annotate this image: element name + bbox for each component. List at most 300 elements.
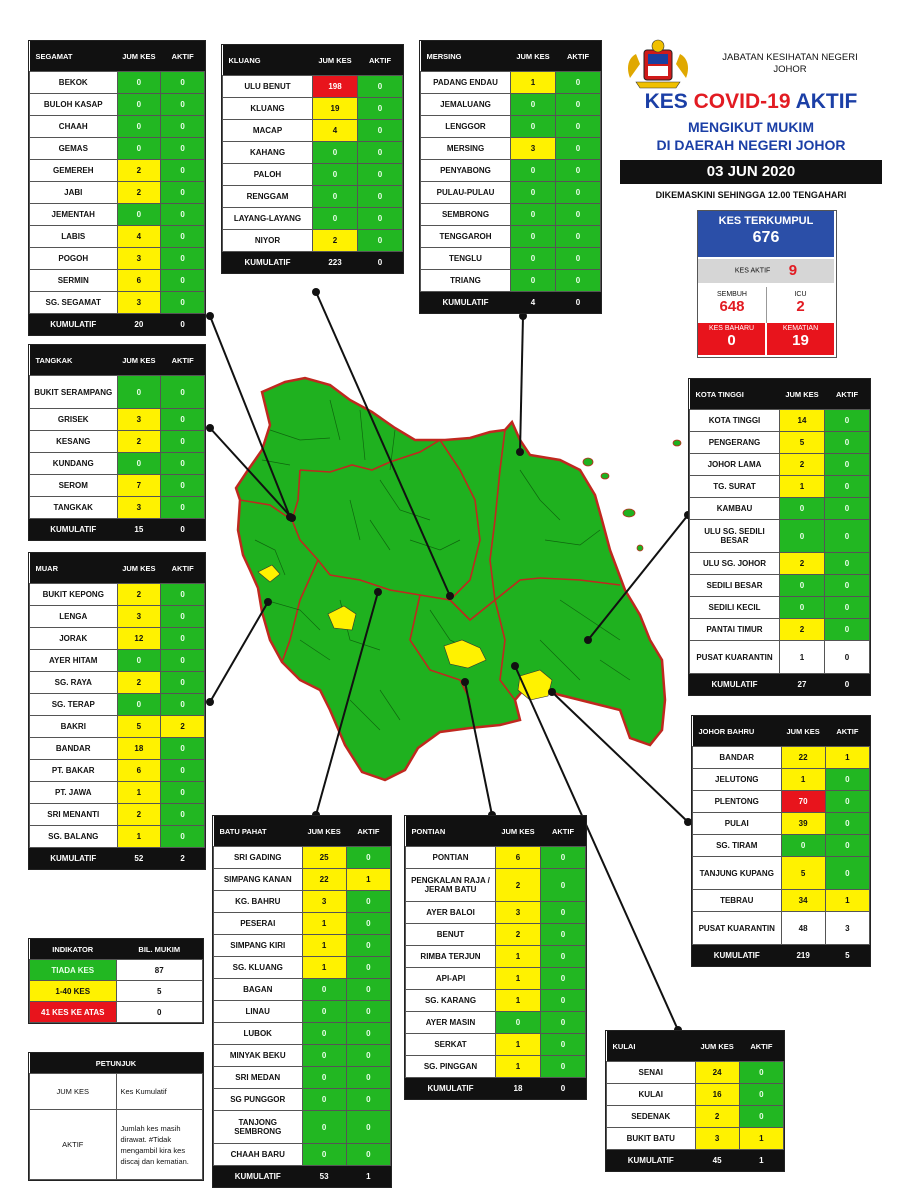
mukim-name: PUSAT KUARANTIN xyxy=(690,641,780,674)
mukim-jum-kes: 2 xyxy=(117,804,161,826)
mukim-name: SG PUNGGOR xyxy=(214,1089,303,1111)
mukim-row xyxy=(30,738,205,760)
mukim-jum-kes: 198 xyxy=(313,76,358,98)
mukim-aktif: 0 xyxy=(556,204,601,226)
mukim-jum-kes: 1 xyxy=(496,946,541,968)
mukim-name: LINAU xyxy=(214,1001,303,1023)
mukim-jum-kes: 12 xyxy=(117,628,161,650)
mukim-jum-kes: 0 xyxy=(511,116,556,138)
mukim-aktif: 1 xyxy=(739,1128,783,1150)
mukim-name: PT. JAWA xyxy=(30,782,118,804)
mukim-row xyxy=(607,1084,784,1106)
mukim-jum-kes: 22 xyxy=(781,747,825,769)
district-table-pontian xyxy=(404,815,587,1100)
mukim-name: ULU SG. JOHOR xyxy=(690,553,780,575)
mukim-jum-kes: 1 xyxy=(780,641,825,674)
mukim-row xyxy=(223,142,403,164)
mukim-jum-kes: 34 xyxy=(781,890,825,912)
total-label: KUMULATIF xyxy=(30,519,118,540)
new-cases-label: KES BAHARU xyxy=(708,325,755,332)
mukim-jum-kes: 0 xyxy=(117,650,161,672)
mukim-jum-kes: 3 xyxy=(117,497,161,519)
mukim-jum-kes: 0 xyxy=(511,270,556,292)
mukim-aktif: 0 xyxy=(346,913,390,935)
mukim-aktif: 0 xyxy=(541,1056,586,1078)
mukim-name: BULOH KASAP xyxy=(30,94,118,116)
mukim-row xyxy=(214,891,391,913)
mukim-row xyxy=(693,890,870,912)
active-cases-value: 9 xyxy=(788,262,798,279)
district-table-segamat xyxy=(28,40,206,336)
total-label: KUMULATIF xyxy=(214,1166,303,1187)
mukim-aktif: 0 xyxy=(541,847,586,869)
mukim-jum-kes: 0 xyxy=(511,160,556,182)
mukim-name: NIYOR xyxy=(223,230,313,252)
mukim-aktif: 0 xyxy=(161,160,205,182)
mukim-aktif: 1 xyxy=(825,890,869,912)
legend-label-red: 41 KES KE ATAS xyxy=(30,1002,117,1023)
district-name-header: KLUANG xyxy=(223,45,313,76)
mukim-aktif: 3 xyxy=(825,912,869,945)
mukim-aktif: 0 xyxy=(161,760,205,782)
mukim-name: KULAI xyxy=(607,1084,696,1106)
aktif-header: AKTIF xyxy=(161,553,205,584)
mukim-name: GRISEK xyxy=(30,409,118,431)
mukim-aktif: 0 xyxy=(556,160,601,182)
mukim-aktif: 0 xyxy=(358,142,403,164)
mukim-jum-kes: 1 xyxy=(511,72,556,94)
total-aktif: 2 xyxy=(161,848,205,869)
mukim-row xyxy=(214,979,391,1001)
mukim-row xyxy=(406,847,586,869)
mukim-name: MINYAK BEKU xyxy=(214,1045,303,1067)
mukim-row xyxy=(421,204,601,226)
mukim-name: MACAP xyxy=(223,120,313,142)
mukim-name: ULU SG. SEDILI BESAR xyxy=(690,520,780,553)
mukim-jum-kes: 14 xyxy=(780,410,825,432)
mukim-aktif: 0 xyxy=(825,575,870,597)
mukim-jum-kes: 0 xyxy=(511,94,556,116)
mukim-name: TENGLU xyxy=(421,248,511,270)
mukim-aktif: 0 xyxy=(825,476,870,498)
mukim-name: LENGGOR xyxy=(421,116,511,138)
total-label: KUMULATIF xyxy=(223,252,313,273)
mukim-row xyxy=(30,672,205,694)
mukim-name: BUKIT KEPONG xyxy=(30,584,118,606)
district-name-header: TANGKAK xyxy=(30,345,118,376)
mukim-row xyxy=(30,497,205,519)
mukim-aktif: 0 xyxy=(825,769,869,791)
mukim-name: SG. BALANG xyxy=(30,826,118,848)
mukim-row xyxy=(30,584,205,606)
mukim-row xyxy=(30,782,205,804)
mukim-aktif: 0 xyxy=(358,186,403,208)
mukim-aktif: 0 xyxy=(161,72,205,94)
mukim-row xyxy=(30,94,205,116)
mukim-name: BANDAR xyxy=(30,738,118,760)
mukim-name: CHAAH BARU xyxy=(214,1144,303,1166)
mukim-row xyxy=(30,650,205,672)
mukim-name: AYER MASIN xyxy=(406,1012,496,1034)
mukim-jum-kes: 3 xyxy=(695,1128,739,1150)
mukim-row xyxy=(607,1062,784,1084)
mukim-jum-kes: 0 xyxy=(302,1144,346,1166)
mukim-aktif: 0 xyxy=(161,584,205,606)
mukim-row xyxy=(421,160,601,182)
mukim-aktif: 0 xyxy=(346,891,390,913)
mukim-row xyxy=(30,606,205,628)
mukim-jum-kes: 1 xyxy=(496,1034,541,1056)
total-label: KUMULATIF xyxy=(607,1150,696,1171)
mukim-name: SG. TIRAM xyxy=(693,835,782,857)
mukim-aktif: 0 xyxy=(346,1144,390,1166)
mukim-name: SG. KARANG xyxy=(406,990,496,1012)
mukim-row xyxy=(223,186,403,208)
mukim-row xyxy=(214,1001,391,1023)
mukim-name: BAKRI xyxy=(30,716,118,738)
mukim-row xyxy=(214,847,391,869)
mukim-row xyxy=(30,453,205,475)
map-islands xyxy=(583,440,681,551)
mukim-aktif: 0 xyxy=(358,120,403,142)
mukim-row xyxy=(421,182,601,204)
mukim-row xyxy=(406,990,586,1012)
updated-note: DIKEMASKINI SEHINGGA 12.00 TENGAHARI xyxy=(655,190,847,200)
mukim-name: LABIS xyxy=(30,226,118,248)
icu-value: 2 xyxy=(796,298,805,315)
mukim-jum-kes: 1 xyxy=(780,476,825,498)
aktif-header: AKTIF xyxy=(825,716,869,747)
total-label: KUMULATIF xyxy=(421,292,511,313)
jum-kes-header: JUM KES xyxy=(511,41,556,72)
mukim-name: SEMBRONG xyxy=(421,204,511,226)
mukim-row xyxy=(214,1111,391,1144)
district-table-johor-bahru xyxy=(691,715,871,967)
mukim-jum-kes: 0 xyxy=(313,208,358,230)
mukim-jum-kes: 2 xyxy=(496,869,541,902)
mukim-row xyxy=(223,208,403,230)
mukim-jum-kes: 0 xyxy=(313,142,358,164)
mukim-aktif: 0 xyxy=(346,957,390,979)
mukim-row xyxy=(30,270,205,292)
subtitle-line2: DI DAERAH NEGERI JOHOR xyxy=(656,137,846,153)
mukim-jum-kes: 0 xyxy=(302,1001,346,1023)
mukim-aktif: 0 xyxy=(161,738,205,760)
mukim-row xyxy=(30,116,205,138)
mukim-aktif: 0 xyxy=(161,226,205,248)
mukim-row xyxy=(693,813,870,835)
mukim-aktif: 0 xyxy=(825,498,870,520)
mukim-jum-kes: 1 xyxy=(496,968,541,990)
mukim-row xyxy=(30,716,205,738)
mukim-row xyxy=(406,924,586,946)
mukim-row xyxy=(406,1012,586,1034)
total-aktif: 0 xyxy=(541,1078,586,1099)
district-name-header: SEGAMAT xyxy=(30,41,118,72)
mukim-aktif: 0 xyxy=(541,902,586,924)
mukim-row xyxy=(690,520,870,553)
mukim-jum-kes: 2 xyxy=(117,584,161,606)
mukim-jum-kes: 0 xyxy=(313,186,358,208)
mukim-aktif: 0 xyxy=(825,410,870,432)
mukim-aktif: 0 xyxy=(358,208,403,230)
mukim-aktif: 0 xyxy=(825,791,869,813)
mukim-aktif: 0 xyxy=(556,182,601,204)
total-aktif: 1 xyxy=(346,1166,390,1187)
district-table-tangkak xyxy=(28,344,206,541)
mukim-aktif: 0 xyxy=(346,847,390,869)
mukim-jum-kes: 2 xyxy=(117,431,161,453)
total-jum-kes: 223 xyxy=(313,252,358,273)
mukim-name: SRI GADING xyxy=(214,847,303,869)
mukim-row xyxy=(214,869,391,891)
mukim-row xyxy=(421,226,601,248)
map-mukim-borders xyxy=(255,400,630,730)
mukim-aktif: 0 xyxy=(161,650,205,672)
mukim-aktif: 0 xyxy=(346,935,390,957)
district-table-batu-pahat xyxy=(212,815,392,1188)
mukim-row xyxy=(30,204,205,226)
aktif-header: AKTIF xyxy=(358,45,403,76)
mukim-row xyxy=(30,694,205,716)
mukim-aktif: 0 xyxy=(541,1012,586,1034)
mukim-row xyxy=(693,769,870,791)
mukim-row xyxy=(30,409,205,431)
mukim-aktif: 0 xyxy=(161,804,205,826)
title-kes: KES xyxy=(644,90,688,113)
district-table-muar xyxy=(28,552,206,870)
total-row xyxy=(30,848,205,869)
jum-kes-header: JUM KES xyxy=(117,553,161,584)
mukim-name: BUKIT SERAMPANG xyxy=(30,376,118,409)
mukim-name: SENAI xyxy=(607,1062,696,1084)
active-cases-label: KES AKTIF xyxy=(734,267,771,275)
total-jum-kes: 45 xyxy=(695,1150,739,1171)
mukim-jum-kes: 0 xyxy=(302,1111,346,1144)
mukim-aktif: 0 xyxy=(541,869,586,902)
mukim-row xyxy=(214,1045,391,1067)
mukim-name: TANJONG SEMBRONG xyxy=(214,1111,303,1144)
jum-kes-header: JUM KES xyxy=(781,716,825,747)
mukim-row xyxy=(690,454,870,476)
mukim-row xyxy=(214,957,391,979)
mukim-aktif: 0 xyxy=(556,72,601,94)
mukim-aktif: 0 xyxy=(161,138,205,160)
mukim-jum-kes: 0 xyxy=(511,248,556,270)
new-cases-box xyxy=(698,323,765,355)
legend-count-yellow: 5 xyxy=(116,981,203,1002)
mukim-row xyxy=(406,902,586,924)
mukim-aktif: 0 xyxy=(161,694,205,716)
mukim-row xyxy=(693,791,870,813)
mukim-name: GEMEREH xyxy=(30,160,118,182)
mukim-name: SIMPANG KANAN xyxy=(214,869,303,891)
icu-label: ICU xyxy=(794,291,807,298)
district-name-header: MUAR xyxy=(30,553,118,584)
mukim-aktif: 0 xyxy=(161,116,205,138)
legend-count-red: 0 xyxy=(116,1002,203,1023)
total-jum-kes: 27 xyxy=(780,674,825,695)
mukim-aktif: 0 xyxy=(825,597,870,619)
mukim-row xyxy=(421,248,601,270)
notes-title: PETUNJUK xyxy=(30,1053,203,1074)
mukim-name: CHAAH xyxy=(30,116,118,138)
total-jum-kes: 18 xyxy=(496,1078,541,1099)
total-jum-kes: 4 xyxy=(511,292,556,313)
legend-count-green: 87 xyxy=(116,960,203,981)
mukim-jum-kes: 0 xyxy=(117,694,161,716)
mukim-row xyxy=(406,946,586,968)
mukim-aktif: 0 xyxy=(161,409,205,431)
mukim-name: API-API xyxy=(406,968,496,990)
mukim-jum-kes: 4 xyxy=(313,120,358,142)
mukim-name: AYER BALOI xyxy=(406,902,496,924)
mukim-row xyxy=(421,94,601,116)
mukim-name: PLENTONG xyxy=(693,791,782,813)
mukim-name: TEBRAU xyxy=(693,890,782,912)
legend-header-count: BIL. MUKIM xyxy=(116,939,203,960)
mukim-aktif: 0 xyxy=(161,292,205,314)
district-table-kota-tinggi xyxy=(688,378,871,696)
recovered-label: SEMBUH xyxy=(717,291,747,298)
mukim-row xyxy=(406,1034,586,1056)
mukim-name: SG. PINGGAN xyxy=(406,1056,496,1078)
mukim-name: KESANG xyxy=(30,431,118,453)
mukim-aktif: 0 xyxy=(541,924,586,946)
mukim-jum-kes: 6 xyxy=(496,847,541,869)
mukim-aktif: 0 xyxy=(346,1089,390,1111)
total-jum-kes: 219 xyxy=(781,945,825,966)
mukim-row xyxy=(30,72,205,94)
subtitle-line1: MENGIKUT MUKIM xyxy=(688,119,814,135)
mukim-aktif: 0 xyxy=(556,94,601,116)
mukim-row xyxy=(30,760,205,782)
total-cases-box xyxy=(698,211,834,257)
mukim-jum-kes: 1 xyxy=(302,913,346,935)
mukim-jum-kes: 39 xyxy=(781,813,825,835)
indicator-legend xyxy=(28,938,204,1024)
mukim-name: SIMPANG KIRI xyxy=(214,935,303,957)
mukim-name: SG. TERAP xyxy=(30,694,118,716)
total-label: KUMULATIF xyxy=(693,945,782,966)
jum-kes-header: JUM KES xyxy=(117,345,161,376)
mukim-row xyxy=(223,98,403,120)
mukim-jum-kes: 19 xyxy=(313,98,358,120)
mukim-aktif: 0 xyxy=(358,164,403,186)
total-label: KUMULATIF xyxy=(30,314,118,335)
mukim-aktif: 0 xyxy=(556,226,601,248)
page-title xyxy=(610,90,892,114)
mukim-jum-kes: 0 xyxy=(780,575,825,597)
mukim-aktif: 0 xyxy=(161,782,205,804)
mukim-name: JABI xyxy=(30,182,118,204)
mukim-jum-kes: 0 xyxy=(780,498,825,520)
map-district-borders xyxy=(240,430,620,700)
mukim-aktif: 0 xyxy=(346,1001,390,1023)
mukim-aktif: 0 xyxy=(161,182,205,204)
mukim-name: ULU BENUT xyxy=(223,76,313,98)
notes-key-aktif: AKTIF xyxy=(30,1110,117,1180)
mukim-row xyxy=(223,164,403,186)
aktif-header: AKTIF xyxy=(161,345,205,376)
mukim-row xyxy=(223,230,403,252)
mukim-row xyxy=(30,138,205,160)
mukim-jum-kes: 6 xyxy=(117,270,161,292)
mukim-name: AYER HITAM xyxy=(30,650,118,672)
mukim-aktif: 0 xyxy=(346,1023,390,1045)
district-table-kulai xyxy=(605,1030,785,1172)
jum-kes-header: JUM KES xyxy=(313,45,358,76)
mukim-row xyxy=(223,120,403,142)
mukim-row xyxy=(607,1106,784,1128)
mukim-jum-kes: 2 xyxy=(695,1106,739,1128)
district-table-kluang xyxy=(221,44,404,274)
mukim-name: KAMBAU xyxy=(690,498,780,520)
mukim-jum-kes: 0 xyxy=(117,204,161,226)
mukim-name: PANTAI TIMUR xyxy=(690,619,780,641)
mukim-aktif: 0 xyxy=(161,248,205,270)
mukim-name: SEROM xyxy=(30,475,118,497)
mukim-jum-kes: 2 xyxy=(780,454,825,476)
mukim-jum-kes: 0 xyxy=(780,520,825,553)
total-cases-label: KES TERKUMPUL xyxy=(718,215,814,227)
mukim-aktif: 0 xyxy=(825,857,869,890)
mukim-jum-kes: 25 xyxy=(302,847,346,869)
map-highlighted-mukim xyxy=(258,565,552,700)
mukim-name: LENGA xyxy=(30,606,118,628)
aktif-header: AKTIF xyxy=(825,379,870,410)
mukim-jum-kes: 0 xyxy=(117,453,161,475)
mukim-aktif: 0 xyxy=(825,641,870,674)
mukim-row xyxy=(421,72,601,94)
mukim-name: GEMAS xyxy=(30,138,118,160)
mukim-name: PENGKALAN RAJA / JERAM BATU xyxy=(406,869,496,902)
mukim-name: RENGGAM xyxy=(223,186,313,208)
mukim-aktif: 0 xyxy=(358,98,403,120)
mukim-aktif: 0 xyxy=(346,1111,390,1144)
mukim-row xyxy=(214,1023,391,1045)
mukim-jum-kes: 2 xyxy=(780,619,825,641)
mukim-name: BEKOK xyxy=(30,72,118,94)
district-name-header: BATU PAHAT xyxy=(214,816,303,847)
title-covid: COVID-19 xyxy=(693,90,791,113)
jum-kes-header: JUM KES xyxy=(780,379,825,410)
jum-kes-header: JUM KES xyxy=(496,816,541,847)
mukim-aktif: 0 xyxy=(825,553,870,575)
mukim-jum-kes: 2 xyxy=(117,672,161,694)
mukim-row xyxy=(690,432,870,454)
mukim-name: BENUT xyxy=(406,924,496,946)
mukim-jum-kes: 6 xyxy=(117,760,161,782)
date-banner: 03 JUN 2020 xyxy=(620,160,882,184)
district-name-header: PONTIAN xyxy=(406,816,496,847)
mukim-row xyxy=(693,747,870,769)
deaths-label: KEMATIAN xyxy=(782,325,819,332)
total-label: KUMULATIF xyxy=(406,1078,496,1099)
mukim-row xyxy=(693,857,870,890)
map-state-outline xyxy=(236,378,665,780)
district-name-header: MERSING xyxy=(421,41,511,72)
mukim-name: TRIANG xyxy=(421,270,511,292)
mukim-jum-kes: 0 xyxy=(496,1012,541,1034)
mukim-name: SG. RAYA xyxy=(30,672,118,694)
mukim-jum-kes: 1 xyxy=(496,990,541,1012)
mukim-aktif: 0 xyxy=(161,270,205,292)
mukim-name: KG. BAHRU xyxy=(214,891,303,913)
mukim-jum-kes: 0 xyxy=(511,182,556,204)
mukim-row xyxy=(421,138,601,160)
mukim-row xyxy=(421,270,601,292)
